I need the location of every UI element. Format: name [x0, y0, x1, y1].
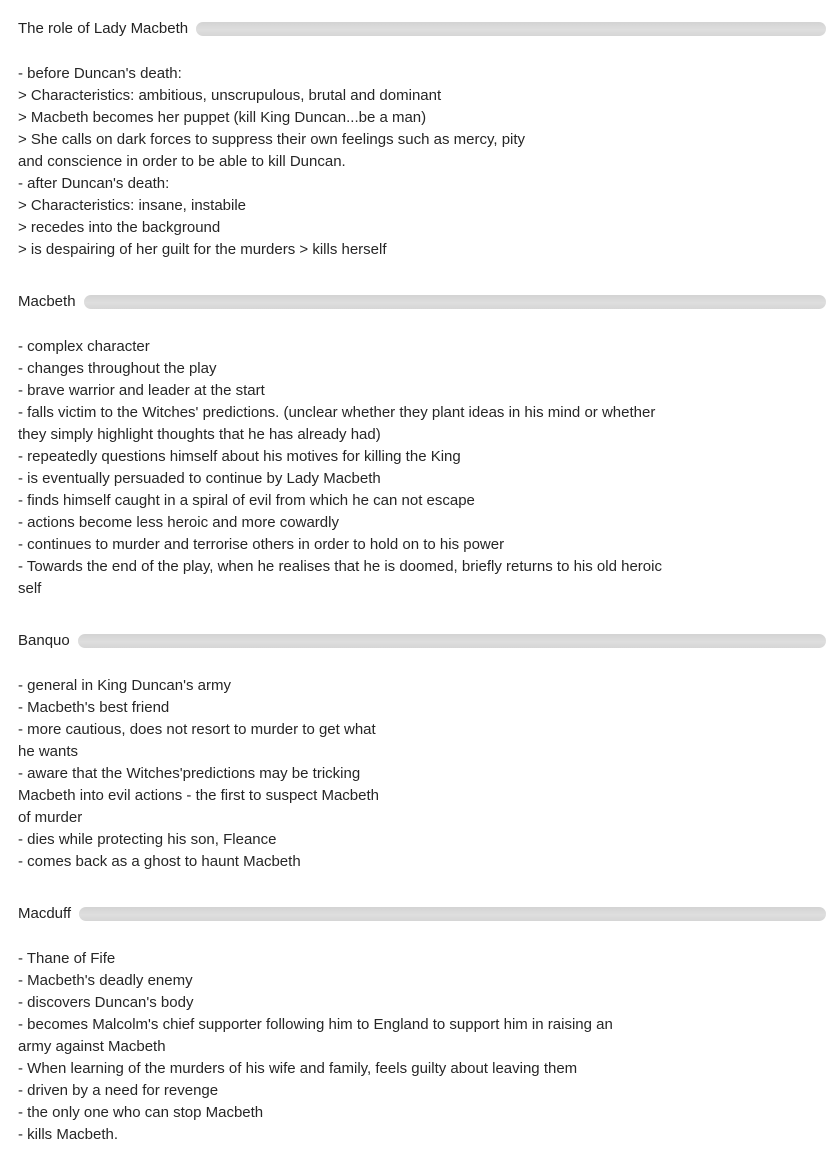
- note-line: - kills Macbeth.: [18, 1126, 119, 1143]
- note-line: - comes back as a ghost to haunt Macbeth: [18, 853, 301, 870]
- note-line: they simply highlight thoughts that he has already had): [18, 426, 381, 443]
- note-line: he wants: [18, 743, 79, 760]
- note-line: > is despairing of her guilt for the murders > kills herself: [18, 241, 387, 258]
- note-line: - Towards the end of the play, when he realises that he is doomed, briefly returns to his old heroic: [18, 558, 662, 575]
- section-heading-row: [18, 291, 826, 313]
- section-macduff: [18, 903, 826, 1146]
- section-macbeth: [18, 291, 826, 600]
- note-line: - continues to murder and terrorise others in order to hold on to his power: [18, 536, 505, 553]
- note-line: - general in King Duncan's army: [18, 677, 231, 694]
- note-line: - brave warrior and leader at the start: [18, 382, 265, 399]
- section-banquo: [18, 630, 826, 873]
- highlight-bar: [84, 295, 826, 309]
- section-heading: Macbeth: [18, 293, 76, 310]
- note-line: - the only one who can stop Macbeth: [18, 1104, 264, 1121]
- note-line: - Macbeth's deadly enemy: [18, 972, 193, 989]
- highlight-bar: [79, 907, 826, 921]
- note-line: > Characteristics: ambitious, unscrupulous, brutal and dominant: [18, 87, 442, 104]
- note-line: of murder: [18, 809, 83, 826]
- note-line: - Macbeth's best friend: [18, 699, 170, 716]
- note-line: - driven by a need for revenge: [18, 1082, 219, 1099]
- note-line: - is eventually persuaded to continue by Lady Macbeth: [18, 470, 381, 487]
- note-line: and conscience in order to be able to kill Duncan.: [18, 153, 346, 170]
- note-line: Macbeth into evil actions - the first to suspect Macbeth: [18, 787, 380, 804]
- section-heading-row: [18, 903, 826, 925]
- section-lady-macbeth: [18, 18, 826, 261]
- note-line: - dies while protecting his son, Fleance: [18, 831, 277, 848]
- note-line: - changes throughout the play: [18, 360, 217, 377]
- note-line: - finds himself caught in a spiral of evil from which he can not escape: [18, 492, 475, 509]
- highlight-bar: [196, 22, 826, 36]
- note-line: > Macbeth becomes her puppet (kill King Duncan...be a man): [18, 109, 427, 126]
- note-line: army against Macbeth: [18, 1038, 166, 1055]
- note-line: - falls victim to the Witches' predictions. (unclear whether they plant ideas in his mind or whether: [18, 404, 656, 421]
- note-line: - before Duncan's death:: [18, 65, 182, 82]
- note-line: - complex character: [18, 338, 150, 355]
- section-heading-row: [18, 18, 826, 40]
- section-heading: Banquo: [18, 632, 70, 649]
- note-line: - actions become less heroic and more cowardly: [18, 514, 339, 531]
- note-line: - becomes Malcolm's chief supporter following him to England to support him in raising an: [18, 1016, 613, 1033]
- note-line: - discovers Duncan's body: [18, 994, 194, 1011]
- highlight-bar: [78, 634, 826, 648]
- note-line: - more cautious, does not resort to murder to get what: [18, 721, 376, 738]
- note-line: - repeatedly questions himself about his motives for killing the King: [18, 448, 461, 465]
- note-line: - aware that the Witches'predictions may be tricking: [18, 765, 361, 782]
- note-line: - When learning of the murders of his wife and family, feels guilty about leaving them: [18, 1060, 578, 1077]
- note-line: - Thane of Fife: [18, 950, 116, 967]
- note-line: - after Duncan's death:: [18, 175, 170, 192]
- note-line: > She calls on dark forces to suppress their own feelings such as mercy, pity: [18, 131, 526, 148]
- note-line: self: [18, 580, 42, 597]
- section-heading: The role of Lady Macbeth: [18, 20, 189, 37]
- note-line: > Characteristics: insane, instabile: [18, 197, 247, 214]
- note-line: > recedes into the background: [18, 219, 221, 236]
- section-heading: Macduff: [18, 905, 72, 922]
- section-heading-row: [18, 630, 826, 652]
